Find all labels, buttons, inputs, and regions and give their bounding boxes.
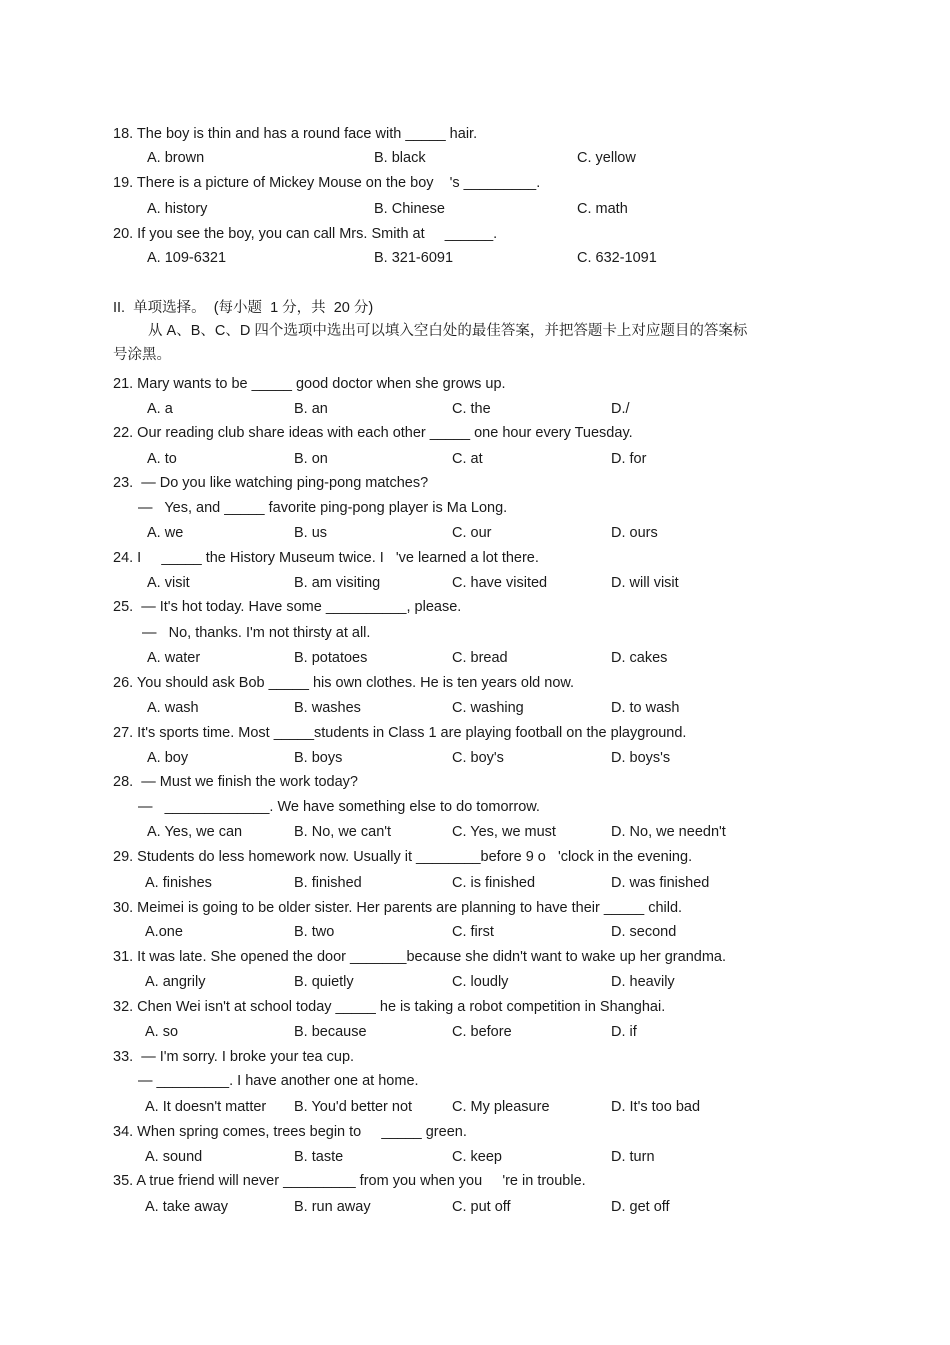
question-33-option-c: C. My pleasure bbox=[452, 1099, 550, 1115]
question-24-option-c: C. have visited bbox=[452, 575, 548, 591]
question-21-option-a: A. a bbox=[147, 401, 173, 417]
question-26-option-a: A. wash bbox=[147, 700, 199, 716]
question-25-option-b: B. potatoes bbox=[294, 650, 368, 666]
question-35-option-b: B. run away bbox=[294, 1199, 371, 1215]
question-30-option-c: C. first bbox=[452, 924, 494, 940]
question-20-option-a: A. 109-6321 bbox=[147, 250, 227, 266]
question-19-option-b: B. Chinese bbox=[374, 201, 445, 217]
question-25-stem: 25. — It's hot today. Have some __________, please. bbox=[113, 599, 462, 615]
question-33-reply: — _________. I have another one at home. bbox=[138, 1073, 419, 1089]
question-21-option-c: C. the bbox=[452, 401, 491, 417]
question-21-option-b: B. an bbox=[294, 401, 328, 417]
question-34-option-c: C. keep bbox=[452, 1149, 502, 1165]
question-23-stem: 23. — Do you like watching ping-pong matches? bbox=[113, 475, 429, 491]
question-33-option-a: A. It doesn't matter bbox=[145, 1099, 267, 1115]
question-20-stem: 20. If you see the boy, you can call Mrs. Smith at ______. bbox=[113, 226, 498, 242]
question-23-option-a: A. we bbox=[147, 525, 184, 541]
question-32-option-d: D. if bbox=[611, 1024, 637, 1040]
question-24-stem: 24. I _____ the History Museum twice. I 've learned a lot there. bbox=[113, 550, 539, 566]
question-26-option-d: D. to wash bbox=[611, 700, 680, 716]
section-instruction: 从 A、B、C、D 四个选项中选出可以填入空白处的最佳答案，并把答题卡上对应题目的答案标 bbox=[148, 323, 748, 339]
question-32-option-c: C. before bbox=[452, 1024, 512, 1040]
question-18-option-a: A. brown bbox=[147, 150, 205, 166]
question-22-option-b: B. on bbox=[294, 451, 328, 467]
question-22-option-c: C. at bbox=[452, 451, 483, 467]
question-27-option-a: A. boy bbox=[147, 750, 189, 766]
question-25-option-a: A. water bbox=[147, 650, 201, 666]
question-23-option-d: D. ours bbox=[611, 525, 658, 541]
question-26-option-c: C. washing bbox=[452, 700, 524, 716]
question-30-stem: 30. Meimei is going to be older sister. Her parents are planning to have their _____ child. bbox=[113, 900, 683, 916]
question-31-option-b: B. quietly bbox=[294, 974, 354, 990]
section-instruction-continued: 号涂黑。 bbox=[113, 347, 171, 363]
question-32-stem: 32. Chen Wei isn't at school today _____ he is taking a robot competition in Shanghai. bbox=[113, 999, 666, 1015]
question-25-reply: — No, thanks. I'm not thirsty at all. bbox=[138, 625, 371, 641]
question-30-option-b: B. two bbox=[294, 924, 335, 940]
question-24-option-b: B. am visiting bbox=[294, 575, 381, 591]
question-23-reply: — Yes, and _____ favorite ping-pong player is Ma Long. bbox=[138, 500, 508, 516]
question-19-option-a: A. history bbox=[147, 201, 208, 217]
question-20-option-c: C. 632-1091 bbox=[577, 250, 657, 266]
question-35-option-a: A. take away bbox=[145, 1199, 229, 1215]
question-28-reply: — _____________. We have something else to do tomorrow. bbox=[138, 799, 540, 815]
question-21-option-d: D./ bbox=[611, 401, 630, 417]
question-27-option-d: D. boys's bbox=[611, 750, 671, 766]
question-19-option-c: C. math bbox=[577, 201, 628, 217]
question-28-stem: 28. — Must we finish the work today? bbox=[113, 774, 358, 790]
question-25-option-d: D. cakes bbox=[611, 650, 668, 666]
question-28-option-a: A. Yes, we can bbox=[147, 824, 243, 840]
question-31-option-a: A. angrily bbox=[145, 974, 206, 990]
question-28-option-c: C. Yes, we must bbox=[452, 824, 556, 840]
question-26-option-b: B. washes bbox=[294, 700, 361, 716]
question-33-stem: 33. — I'm sorry. I broke your tea cup. bbox=[113, 1049, 355, 1065]
question-35-stem: 35. A true friend will never _________ from you when you 're in trouble. bbox=[113, 1173, 586, 1189]
question-29-option-a: A. finishes bbox=[145, 875, 212, 891]
question-30-option-d: D. second bbox=[611, 924, 677, 940]
question-18-option-c: C. yellow bbox=[577, 150, 636, 166]
question-20-option-b: B. 321-6091 bbox=[374, 250, 454, 266]
question-26-stem: 26. You should ask Bob _____ his own clothes. He is ten years old now. bbox=[113, 675, 575, 691]
question-29-option-b: B. finished bbox=[294, 875, 362, 891]
question-33-option-b: B. You'd better not bbox=[294, 1099, 413, 1115]
question-23-option-b: B. us bbox=[294, 525, 328, 541]
question-30-option-a: A.one bbox=[145, 924, 183, 940]
question-32-option-b: B. because bbox=[294, 1024, 367, 1040]
question-31-stem: 31. It was late. She opened the door _______because she didn't want to wake up her grandma. bbox=[113, 949, 727, 965]
section-heading: II. 单项选择。 (每小题 1 分，共 20 分) bbox=[113, 300, 374, 316]
question-19-stem: 19. There is a picture of Mickey Mouse on the boy 's _________. bbox=[113, 175, 541, 191]
question-29-option-c: C. is finished bbox=[452, 875, 536, 891]
question-31-option-c: C. loudly bbox=[452, 974, 509, 990]
question-21-stem: 21. Mary wants to be _____ good doctor when she grows up. bbox=[113, 376, 506, 392]
question-34-stem: 34. When spring comes, trees begin to _____ green. bbox=[113, 1124, 467, 1140]
question-24-option-a: A. visit bbox=[147, 575, 190, 591]
question-29-option-d: D. was finished bbox=[611, 875, 710, 891]
question-18-option-b: B. black bbox=[374, 150, 426, 166]
question-28-option-b: B. No, we can't bbox=[294, 824, 392, 840]
question-35-option-d: D. get off bbox=[611, 1199, 670, 1215]
question-28-option-d: D. No, we needn't bbox=[611, 824, 726, 840]
question-32-option-a: A. so bbox=[145, 1024, 179, 1040]
question-22-stem: 22. Our reading club share ideas with each other _____ one hour every Tuesday. bbox=[113, 425, 633, 441]
question-24-option-d: D. will visit bbox=[611, 575, 679, 591]
question-35-option-c: C. put off bbox=[452, 1199, 511, 1215]
question-34-option-a: A. sound bbox=[145, 1149, 203, 1165]
question-22-option-d: D. for bbox=[611, 451, 647, 467]
question-18-stem: 18. The boy is thin and has a round face with _____ hair. bbox=[113, 126, 478, 142]
question-25-option-c: C. bread bbox=[452, 650, 508, 666]
question-34-option-d: D. turn bbox=[611, 1149, 655, 1165]
question-31-option-d: D. heavily bbox=[611, 974, 675, 990]
question-29-stem: 29. Students do less homework now. Usually it ________before 9 o 'clock in the evening. bbox=[113, 849, 693, 865]
question-27-option-c: C. boy's bbox=[452, 750, 504, 766]
question-34-option-b: B. taste bbox=[294, 1149, 344, 1165]
question-23-option-c: C. our bbox=[452, 525, 492, 541]
question-27-stem: 27. It's sports time. Most _____students in Class 1 are playing football on the playground. bbox=[113, 725, 687, 741]
question-27-option-b: B. boys bbox=[294, 750, 343, 766]
question-22-option-a: A. to bbox=[147, 451, 177, 467]
question-33-option-d: D. It's too bad bbox=[611, 1099, 701, 1115]
